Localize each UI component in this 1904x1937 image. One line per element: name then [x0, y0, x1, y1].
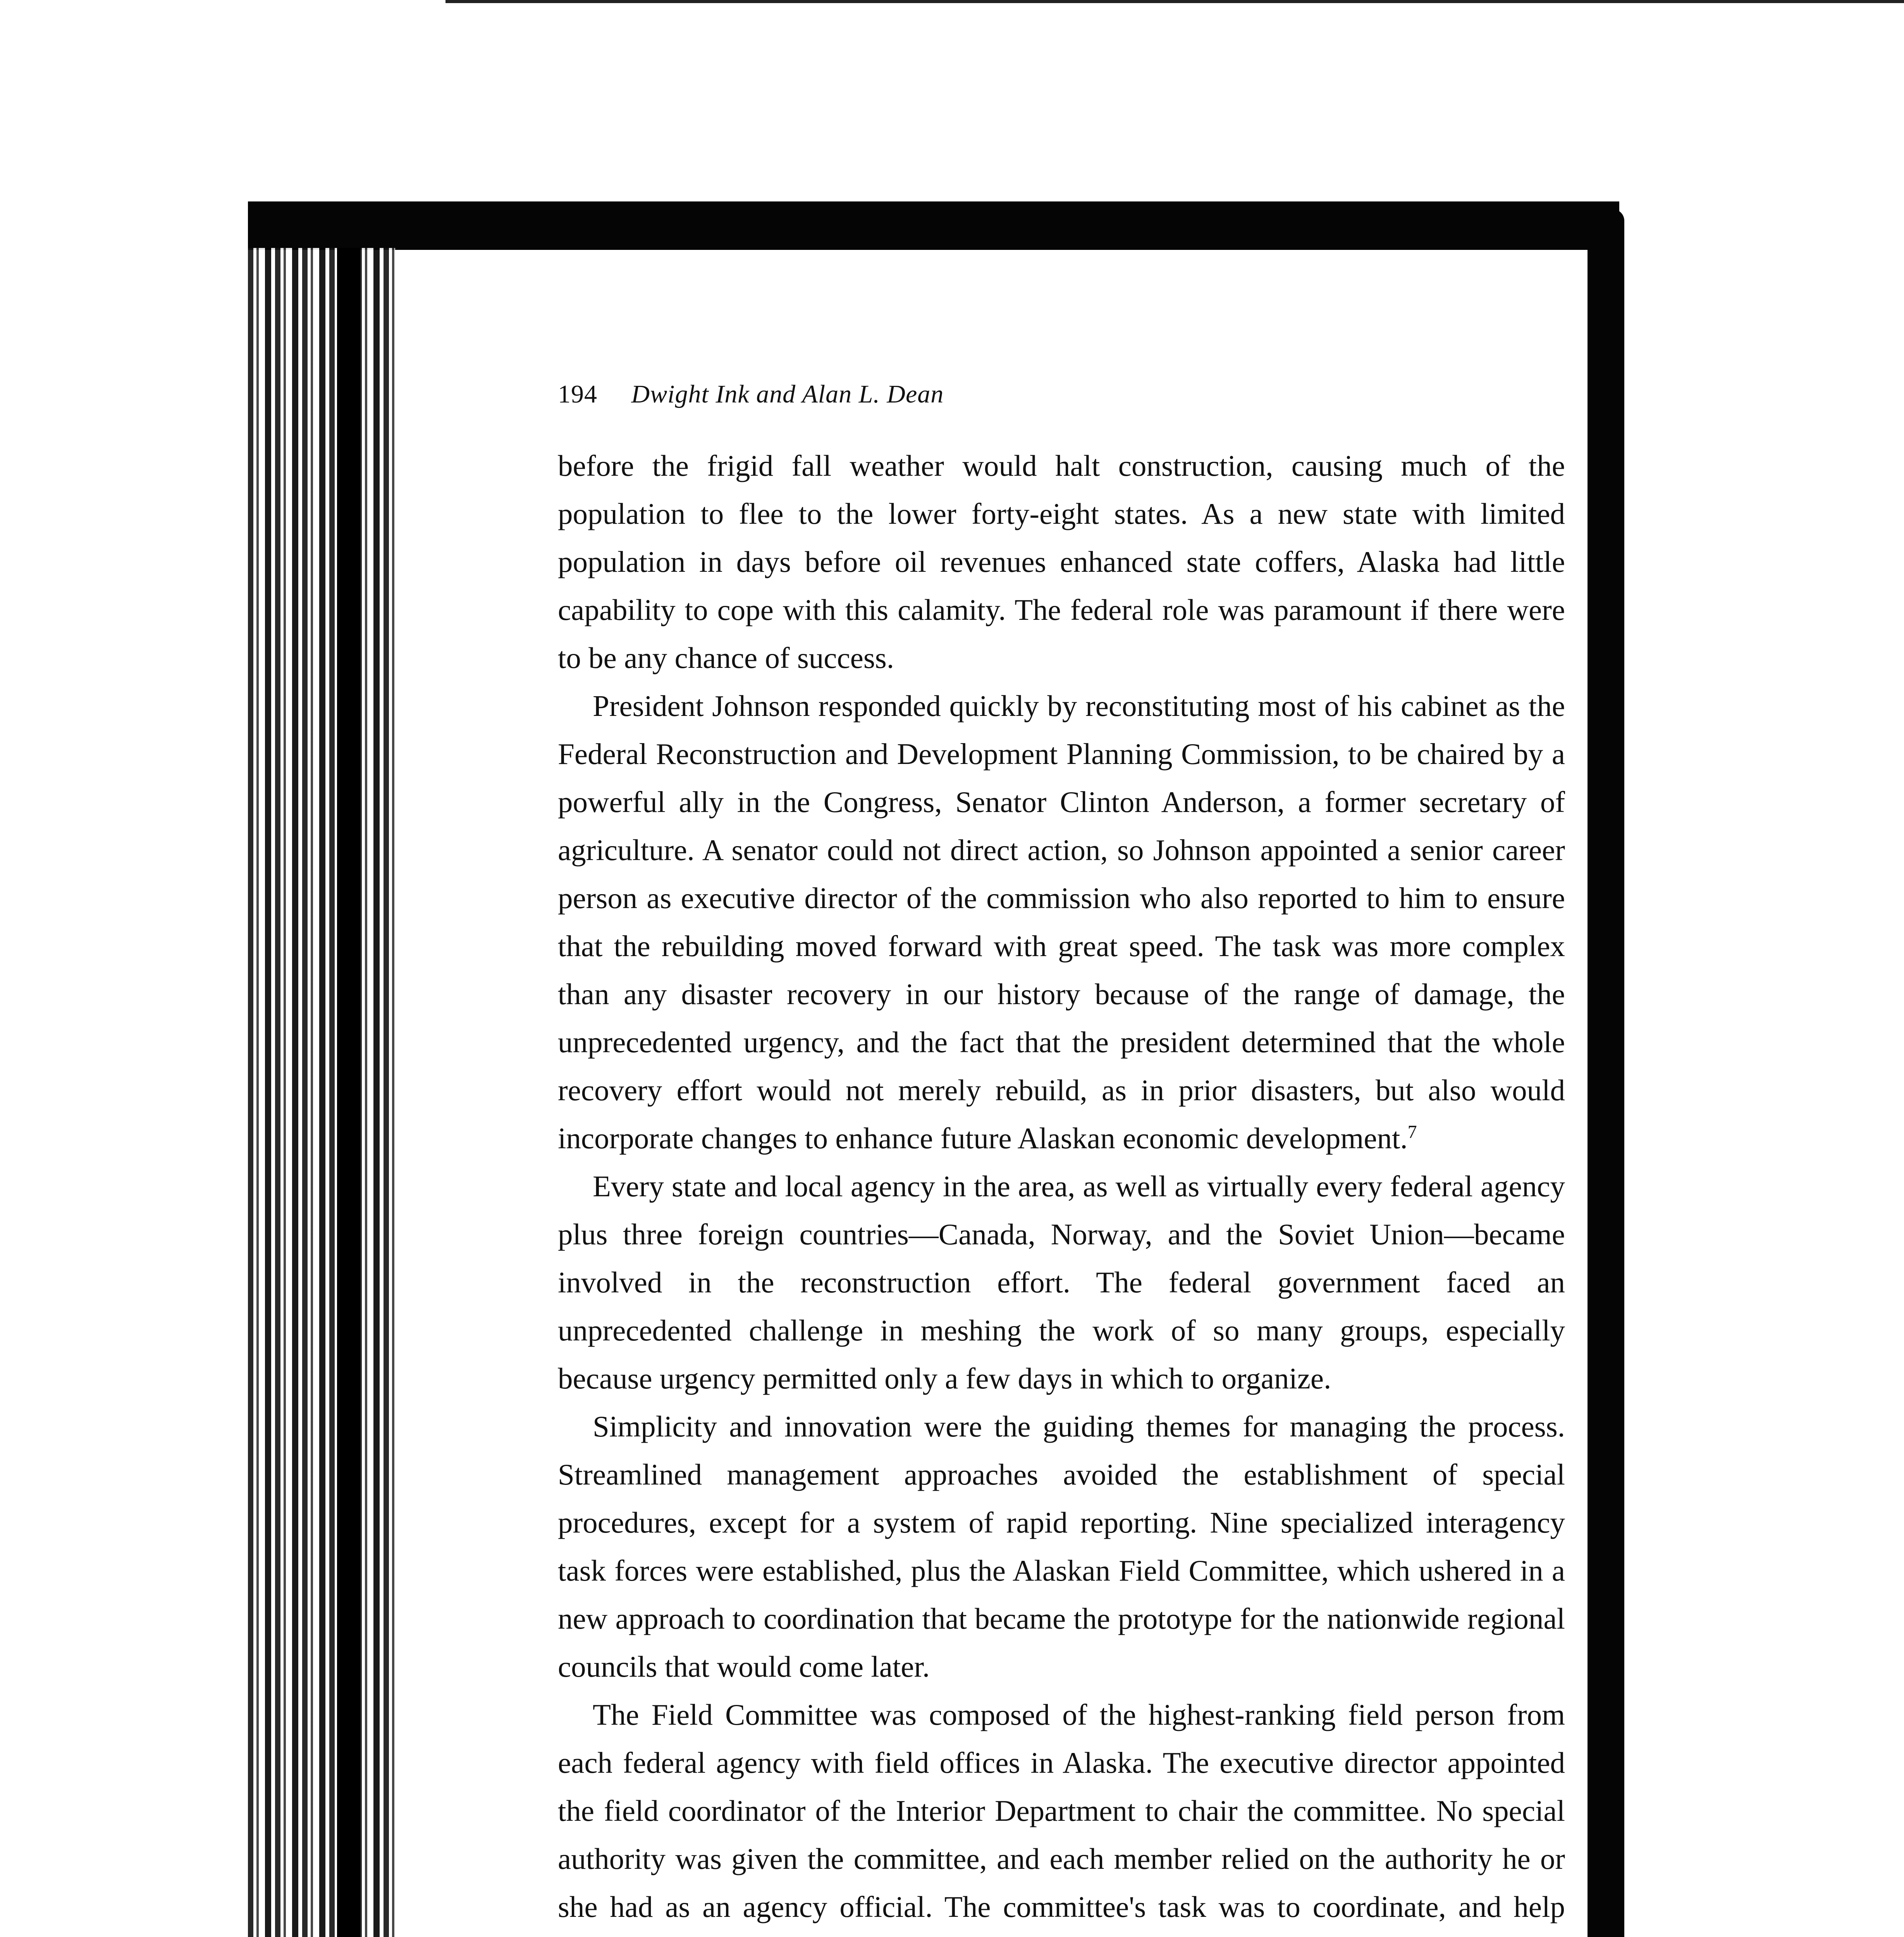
paragraph	[558, 682, 1565, 1162]
book-gutter	[248, 248, 395, 1937]
scan-top-edge	[445, 0, 1904, 3]
paragraph-text: Every state and local agency in the area, as well as virtually every federal agency plus three foreign countries—Canada, Norway, and the Soviet Union—became involved in the reconstruction effort. The federal government faced an unprecedented challenge in meshing the work of so many groups, especially because urgency permitted only a few days in which to organize.	[558, 1170, 1565, 1395]
footnote-marker: 7	[1407, 1122, 1417, 1142]
paragraph-text: The Field Committee was composed of the highest-ranking field person from each federal agency with field offices in Alaska. The executive director appointed the field coordinator of the Interior Department to chair the committee. No special authority was given the committee, and each member relied on the authority he or she had as an agency official. The committee's task was to coordinate, and help	[558, 1698, 1565, 1923]
paragraph	[558, 1691, 1565, 1937]
paragraph-text: before the frigid fall weather would halt construction, causing much of the population to flee to the lower forty-eight states. As a new state with limited population in days before oil revenues enhanced state coffers, Alaska had little capability to cope with this calamity. The federal role was paramount if there were to be any chance of success.	[558, 449, 1565, 674]
paragraph-text: Simplicity and innovation were the guiding themes for managing the process. Streamlined management approaches avoided the establishment of special procedures, except for a system of rapid reporting. Nine specialized interagency task forces were established, plus the Alaskan Field Committee, which ushered in a new approach to coordination that became the prototype for the nationwide regional councils that would come later.	[558, 1410, 1565, 1683]
body-text	[558, 442, 1565, 1937]
paragraph	[558, 442, 1565, 682]
page-right-edge	[1588, 209, 1624, 1937]
page-top-shadow	[248, 201, 1619, 250]
page-number: 194	[558, 380, 597, 408]
paragraph	[558, 1402, 1565, 1691]
running-head	[558, 380, 944, 409]
book-gutter-inner	[337, 248, 360, 1937]
paragraph	[558, 1162, 1565, 1402]
paragraph-text: President Johnson responded quickly by reconstituting most of his cabinet as the Federal Reconstruction and Development Planning Commission, to be chaired by a powerful ally in the Congress, Senator Clinton Anderson, a former secretary of agriculture. A senator could not direct action, so Johnson appointed a senior career person as executive director of the commission who also reported to him to ensure that the rebuilding moved forward with great speed. The task was more complex than any disaster recovery in our history because of the range of damage, the unprecedented urgency, and the fact that the president determined that the whole recovery effort would not merely rebuild, as in prior disasters, but also would incorporate changes to enhance future Alaskan economic development.	[558, 689, 1565, 1155]
running-head-authors: Dwight Ink and Alan L. Dean	[631, 380, 944, 408]
